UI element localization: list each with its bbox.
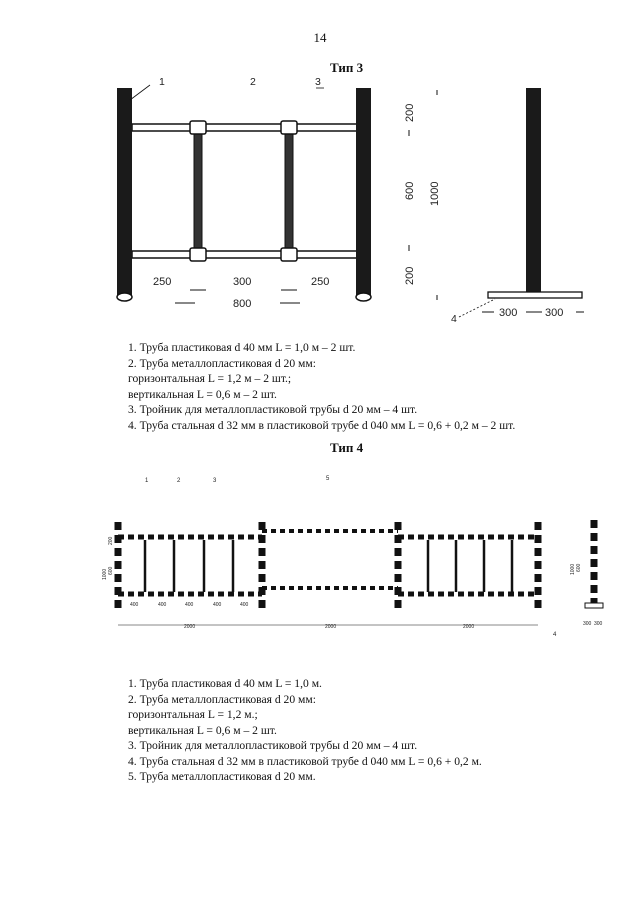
- dim-800: 800: [233, 298, 252, 310]
- list-item: вертикальная L = 0,6 м – 2 шт.: [128, 387, 277, 401]
- tee-fitting: [190, 121, 206, 134]
- tee-fitting: [190, 248, 206, 261]
- list-item: 3. Тройник для металлопластиковой трубы d 20 мм – 4 шт.: [128, 403, 418, 416]
- list-item: горизонтальная L = 1,2 м – 2 шт.;: [128, 372, 292, 385]
- post-right: [356, 88, 371, 296]
- list-item: 2. Труба металлопластиковая d 20 мм:: [128, 356, 316, 370]
- type4-dim-200: 200: [108, 536, 114, 545]
- list-item: вертикальная L = 0,6 м – 2 шт.: [128, 723, 277, 737]
- type4-front-view: [118, 520, 603, 625]
- type4-dim-400: 400: [185, 602, 194, 608]
- type4-callout-1: 1: [145, 478, 149, 484]
- page-number: 14: [313, 30, 327, 45]
- list-item: 4. Труба стальная d 32 мм в пластиковой трубе d 040 мм L = 0,6 + 0,2 м.: [128, 754, 482, 768]
- list-item: 1. Труба пластиковая d 40 мм L = 1,0 м.: [128, 677, 322, 690]
- callout-1: 1: [159, 76, 165, 88]
- type4-dim-600: 600: [108, 566, 114, 575]
- type4-side-dim-600: 600: [576, 563, 582, 572]
- tee-fitting: [281, 121, 297, 134]
- post-left: [117, 88, 132, 296]
- type4-parts-list: [128, 676, 482, 785]
- list-item: 1. Труба пластиковая d 40 мм L = 1,0 м – 2 шт.: [128, 341, 356, 354]
- list-item: 2. Труба металлопластиковая d 20 мм:: [128, 692, 316, 706]
- type4-dim-400: 400: [213, 602, 222, 608]
- callout-4: 4: [451, 313, 457, 325]
- type4-dim-400: 400: [158, 602, 167, 608]
- type4-title: Тип 4: [330, 440, 364, 455]
- dim-200-bottom: 200: [404, 266, 416, 285]
- dim-250-right: 250: [311, 276, 330, 288]
- type4-callout-5: 5: [326, 476, 330, 482]
- vertical-pipe-right: [285, 132, 293, 250]
- type3-front-view: [117, 85, 437, 303]
- type3-side-view: [459, 88, 584, 317]
- type3-parts-list: [128, 340, 515, 433]
- vertical-pipe-left: [194, 132, 202, 250]
- dim-200-top: 200: [404, 103, 416, 122]
- tee-fitting: [281, 248, 297, 261]
- dim-250-left: 250: [153, 276, 172, 288]
- type4-callout-4: 4: [553, 632, 557, 638]
- type3-title: Тип 3: [330, 60, 364, 75]
- type4-dim-2000: 2000: [184, 624, 196, 630]
- list-item: 4. Труба стальная d 32 мм в пластиковой трубе d 040 мм L = 0,6 + 0,2 м – 2 шт.: [128, 418, 516, 432]
- base-plate: [488, 292, 582, 298]
- dim-base-left: 300: [499, 307, 518, 319]
- type4-side-dim-300: 300: [594, 621, 603, 627]
- side-post: [526, 88, 541, 293]
- type4-side-dim-1000: 1000: [570, 563, 576, 575]
- dim-600: 600: [404, 181, 416, 200]
- dim-300: 300: [233, 276, 252, 288]
- type4-dim-400: 400: [240, 602, 249, 608]
- type4-callout-3: 3: [213, 478, 217, 484]
- type4-dim-400: 400: [130, 602, 139, 608]
- list-item: горизонтальная L = 1,2 м.;: [128, 708, 258, 721]
- list-item: 3. Тройник для металлопластиковой трубы d 20 мм – 4 шт.: [128, 739, 418, 752]
- dim-base-right: 300: [545, 307, 564, 319]
- callout-3: 3: [315, 76, 321, 88]
- horizontal-pipe-top: [132, 124, 359, 131]
- type4-dim-2000: 2000: [325, 624, 337, 630]
- callout-2: 2: [250, 76, 256, 88]
- list-item: 5. Труба металлопластиковая d 20 мм.: [128, 770, 316, 783]
- horizontal-pipe-bottom: [132, 251, 359, 258]
- type4-dim-1000: 1000: [102, 568, 108, 580]
- dim-1000: 1000: [429, 181, 441, 206]
- type4-side-dim-300: 300: [583, 621, 592, 627]
- type4-callout-2: 2: [177, 478, 181, 484]
- type4-dim-2000: 2000: [463, 624, 475, 630]
